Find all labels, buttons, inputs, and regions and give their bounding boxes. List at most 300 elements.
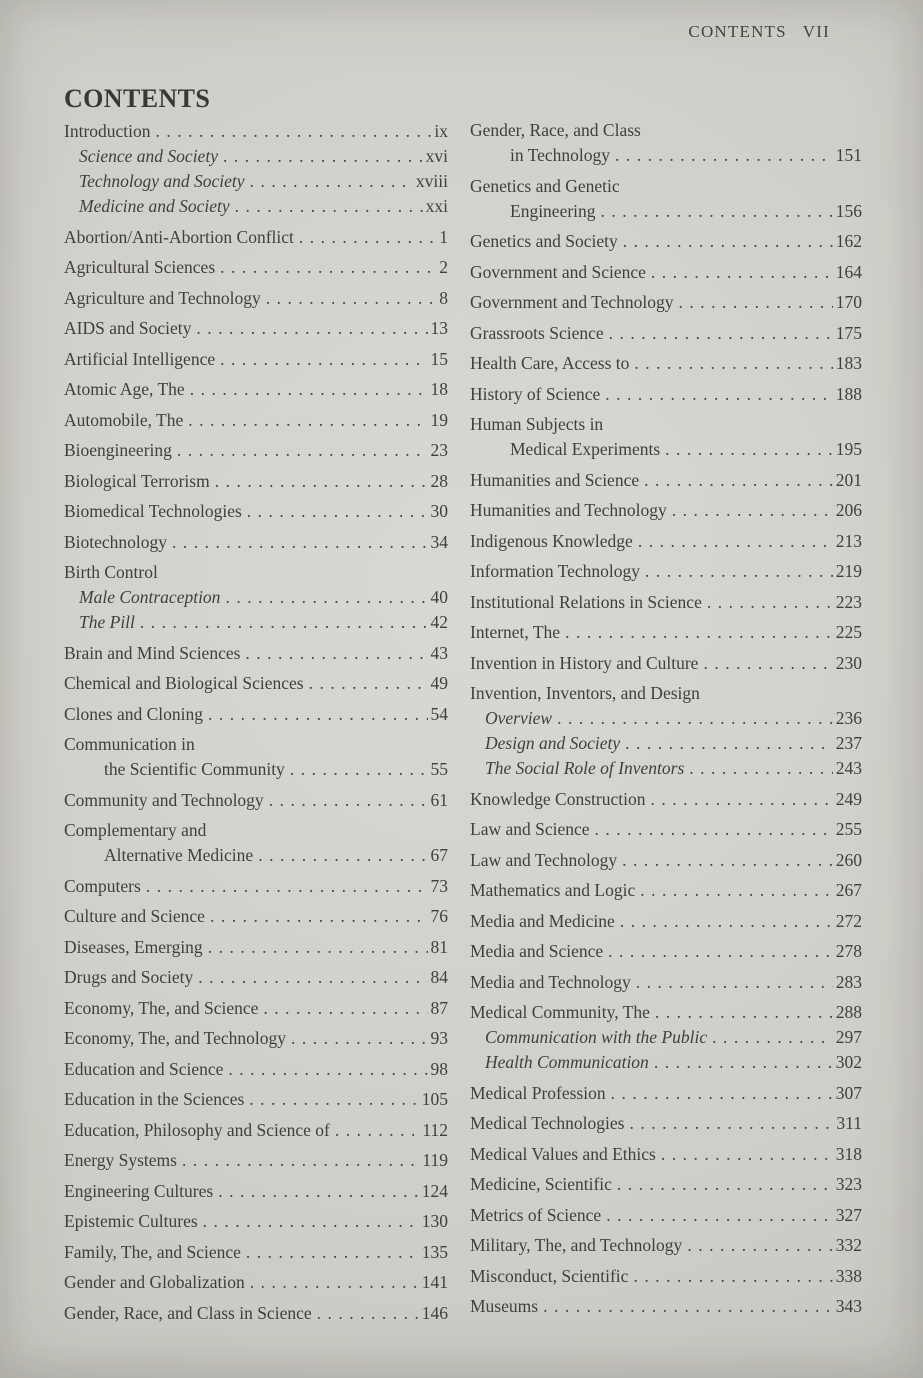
toc-entry-page: 19 xyxy=(430,409,448,430)
toc-entry xyxy=(64,642,448,664)
toc-entry xyxy=(470,438,862,460)
toc-entry-title: Health Care, Access to xyxy=(470,353,630,373)
toc-entry-title: Engineering Cultures xyxy=(64,1180,214,1201)
dot-leader xyxy=(215,470,428,492)
toc-entry-page: 323 xyxy=(835,1174,862,1194)
toc-entry-page: 2 xyxy=(439,257,448,277)
running-header-page-number: VII xyxy=(802,22,830,41)
toc-entry-title: Education and Science xyxy=(64,1058,224,1079)
toc-entry xyxy=(470,732,862,754)
toc-entry-page: 151 xyxy=(835,145,862,165)
dot-leader xyxy=(140,611,428,633)
toc-entry-title: Genetics and Society xyxy=(470,231,618,251)
toc-entry xyxy=(64,170,448,192)
toc-entry xyxy=(64,317,448,339)
toc-entry xyxy=(64,936,448,958)
toc-entry-title: Medicine and Society xyxy=(79,196,230,216)
dot-leader xyxy=(617,1173,833,1195)
dot-leader xyxy=(622,849,833,871)
toc-entry-page: 206 xyxy=(835,500,862,520)
toc-entry-page: 54 xyxy=(430,703,448,724)
dot-leader xyxy=(146,875,428,897)
dot-leader xyxy=(317,1302,419,1324)
toc-entry xyxy=(470,818,862,840)
toc-entry-page: 343 xyxy=(835,1296,862,1316)
dot-leader xyxy=(246,1241,419,1263)
toc-entry-page: 146 xyxy=(421,1302,448,1323)
toc-entry-title: Humanities and Technology xyxy=(470,500,667,520)
toc-entry-page: 55 xyxy=(430,759,448,779)
toc-entry-title: Gender, Race, and Class xyxy=(470,120,641,140)
toc-entry xyxy=(470,144,862,166)
toc-entry-title: AIDS and Society xyxy=(64,318,192,338)
toc-entry-title: Complementary and xyxy=(64,820,207,840)
dot-leader xyxy=(609,322,833,344)
toc-entry-page: 278 xyxy=(835,941,862,961)
toc-entry-title: Gender, Race, and Class in Science xyxy=(64,1302,312,1323)
dot-leader xyxy=(182,1149,419,1171)
toc-entry-title: Introduction xyxy=(64,121,151,141)
toc-entry xyxy=(470,940,862,962)
toc-entry xyxy=(64,1027,448,1049)
toc-entry-page: 327 xyxy=(835,1204,862,1225)
dot-leader xyxy=(188,409,427,431)
toc-entry-page: 40 xyxy=(430,587,448,607)
toc-entry-page: 243 xyxy=(835,758,862,778)
toc-entry xyxy=(470,413,862,435)
toc-entry-page: 170 xyxy=(835,292,862,312)
running-header xyxy=(688,22,830,42)
contents-heading: CONTENTS xyxy=(64,84,211,113)
toc-entry-page: 230 xyxy=(835,652,862,673)
dot-leader xyxy=(263,997,427,1019)
dot-leader xyxy=(679,291,833,313)
toc-entry-title: The Social Role of Inventors xyxy=(485,758,685,778)
dot-leader xyxy=(625,732,833,754)
dot-leader xyxy=(269,789,428,811)
toc-entry-title: Drugs and Society xyxy=(64,967,194,987)
dot-leader xyxy=(208,703,427,725)
dot-leader xyxy=(644,469,833,491)
toc-entry-page: 219 xyxy=(835,561,862,581)
toc-entry xyxy=(64,256,448,278)
toc-entry-title: Agriculture and Technology xyxy=(64,287,261,308)
toc-entry-title: the Scientific Community xyxy=(104,759,285,779)
dot-leader xyxy=(210,905,428,927)
toc-entry-title: Medical Technologies xyxy=(470,1113,625,1133)
dot-leader xyxy=(661,1143,833,1165)
toc-entry xyxy=(470,175,862,197)
toc-entry-page: 13 xyxy=(430,318,448,338)
toc-entry xyxy=(64,561,448,583)
toc-entry xyxy=(470,1265,862,1287)
toc-entry-title: Government and Science xyxy=(470,261,646,282)
dot-leader xyxy=(565,621,833,643)
toc-entry-page: 307 xyxy=(835,1082,862,1103)
dot-leader xyxy=(605,383,833,405)
toc-entry-page: 338 xyxy=(835,1265,862,1286)
toc-entry xyxy=(64,378,448,400)
toc-entry xyxy=(470,1143,862,1165)
toc-entry-title: Communication in xyxy=(64,734,195,754)
toc-entry-page: 76 xyxy=(430,906,448,926)
toc-entry-page: 30 xyxy=(430,501,448,521)
toc-entry-page: 112 xyxy=(422,1119,448,1140)
toc-entry xyxy=(64,145,448,167)
toc-entry-title: Science and Society xyxy=(79,146,218,166)
toc-entry-page: 130 xyxy=(421,1211,448,1231)
toc-entry xyxy=(470,1234,862,1256)
toc-entry-title: Grassroots Science xyxy=(470,322,604,343)
dot-leader xyxy=(645,560,833,582)
dot-leader xyxy=(557,707,833,729)
toc-entry-title: Health Communication xyxy=(485,1052,649,1072)
dot-leader xyxy=(543,1295,833,1317)
toc-entry-title: Misconduct, Scientific xyxy=(470,1265,629,1286)
dot-leader xyxy=(258,844,427,866)
toc-entry-title: Invention in History and Culture xyxy=(470,652,699,673)
toc-entry-title: Community and Technology xyxy=(64,789,264,810)
toc-entry-page: 175 xyxy=(835,322,862,343)
toc-entry xyxy=(64,1058,448,1080)
toc-entry-page: 42 xyxy=(430,612,448,632)
toc-entry-title: Alternative Medicine xyxy=(104,845,254,865)
dot-leader xyxy=(172,531,427,553)
toc-entry-title: Artificial Intelligence xyxy=(64,348,216,369)
toc-entry-title: Abortion/Anti-Abortion Conflict xyxy=(64,226,294,247)
toc-entry-page: xviii xyxy=(415,171,448,191)
toc-entry xyxy=(470,261,862,283)
dot-leader xyxy=(291,1027,427,1049)
toc-entry-title: Internet, The xyxy=(470,622,561,642)
toc-entry-page: 225 xyxy=(835,622,862,642)
toc-entry-title: Military, The, and Technology xyxy=(470,1235,683,1255)
toc-entry-title: Computers xyxy=(64,875,141,896)
toc-entry-page: 28 xyxy=(430,470,448,491)
toc-entry xyxy=(64,966,448,988)
toc-entry-title: Economy, The, and Technology xyxy=(64,1028,287,1048)
toc-entry xyxy=(64,1119,448,1141)
toc-entry xyxy=(64,120,448,142)
dot-leader xyxy=(650,788,832,810)
toc-entry-page: 49 xyxy=(430,673,448,693)
toc-entry-title: Epistemic Cultures xyxy=(64,1211,198,1231)
toc-entry xyxy=(470,621,862,643)
toc-entry xyxy=(470,879,862,901)
toc-entry-page: xvi xyxy=(425,146,448,166)
toc-entry-page: 135 xyxy=(421,1241,448,1262)
toc-entry xyxy=(470,230,862,252)
toc-entry-title: Institutional Relations in Science xyxy=(470,591,702,612)
dot-leader xyxy=(689,757,832,779)
toc-entry-title: Automobile, The xyxy=(64,409,184,430)
toc-entry xyxy=(64,195,448,217)
dot-leader xyxy=(595,818,833,840)
toc-entry-page: 188 xyxy=(835,383,862,404)
toc-entry-title: Government and Technology xyxy=(470,292,674,312)
toc-entry xyxy=(470,652,862,674)
toc-entry-page: 98 xyxy=(430,1058,448,1079)
toc-entry xyxy=(470,707,862,729)
toc-entry-page: 162 xyxy=(835,231,862,251)
toc-entry-title: Medical Experiments xyxy=(510,439,661,459)
dot-leader xyxy=(611,1082,833,1104)
dot-leader xyxy=(309,672,428,694)
toc-entry xyxy=(470,1026,862,1048)
toc-entry-title: Engineering xyxy=(510,200,596,221)
toc-entry-page: 260 xyxy=(835,849,862,870)
toc-entry-page: 23 xyxy=(430,440,448,460)
toc-entry-page: 255 xyxy=(835,819,862,839)
dot-leader xyxy=(672,499,833,521)
toc-entry xyxy=(470,971,862,993)
toc-entry xyxy=(64,1241,448,1263)
toc-entry-title: Metrics of Science xyxy=(470,1204,602,1225)
toc-entry-title: Medical Community, The xyxy=(470,1002,650,1022)
toc-entry xyxy=(470,1082,862,1104)
toc-entry-title: Gender and Globalization xyxy=(64,1272,245,1292)
toc-entry xyxy=(64,789,448,811)
dot-leader xyxy=(335,1119,420,1141)
toc-entry xyxy=(64,470,448,492)
toc-entry xyxy=(64,226,448,248)
toc-entry-page: 272 xyxy=(835,910,862,931)
dot-leader xyxy=(654,1051,833,1073)
toc-entry xyxy=(470,1204,862,1226)
dot-leader xyxy=(177,439,428,461)
toc-entry xyxy=(470,119,862,141)
toc-entry-title: Biotechnology xyxy=(64,531,168,552)
toc-entry xyxy=(470,1173,862,1195)
toc-entry-title: Museums xyxy=(470,1296,539,1316)
toc-entry xyxy=(64,1302,448,1324)
dot-leader xyxy=(208,936,428,958)
toc-entry-title: Diseases, Emerging xyxy=(64,936,203,957)
toc-entry-title: Human Subjects in xyxy=(470,414,604,434)
toc-entry-page: 61 xyxy=(430,789,448,810)
dot-leader xyxy=(703,652,832,674)
toc-entry xyxy=(64,844,448,866)
toc-entry-title: Bioengineering xyxy=(64,440,172,460)
toc-entry xyxy=(64,1271,448,1293)
toc-entry xyxy=(470,849,862,871)
dot-leader xyxy=(712,1026,833,1048)
dot-leader xyxy=(223,145,423,167)
dot-leader xyxy=(638,530,833,552)
toc-entry-title: History of Science xyxy=(470,383,601,404)
toc-entry xyxy=(470,910,862,932)
dot-leader xyxy=(608,940,833,962)
toc-entry-page: 34 xyxy=(430,531,448,552)
dot-leader xyxy=(665,438,833,460)
dot-leader xyxy=(634,352,832,374)
toc-entry xyxy=(470,499,862,521)
dot-leader xyxy=(623,230,833,252)
toc-entry-page: 236 xyxy=(835,708,862,728)
toc-entry-page: 201 xyxy=(835,469,862,490)
toc-entry-page: 311 xyxy=(836,1113,862,1133)
toc-entry-page: 318 xyxy=(835,1143,862,1164)
toc-entry-page: 15 xyxy=(430,348,448,369)
toc-entry-title: Invention, Inventors, and Design xyxy=(470,683,700,703)
toc-entry-page: 297 xyxy=(835,1027,862,1047)
toc-entry-title: Media and Technology xyxy=(470,971,631,992)
toc-entry-page: 332 xyxy=(835,1235,862,1255)
toc-entry-title: Brain and Mind Sciences xyxy=(64,642,241,663)
dot-leader xyxy=(196,317,427,339)
toc-entry xyxy=(470,1112,862,1134)
toc-entry xyxy=(64,672,448,694)
toc-entry xyxy=(470,788,862,810)
toc-entry-page: 223 xyxy=(835,591,862,612)
toc-entry-title: Humanities and Science xyxy=(470,469,640,490)
toc-entry-title: Indigenous Knowledge xyxy=(470,530,633,551)
toc-entry-page: 8 xyxy=(439,287,448,308)
dot-leader xyxy=(190,378,428,400)
dot-leader xyxy=(156,120,432,142)
toc-entry-page: 288 xyxy=(835,1002,862,1022)
toc-entry-title: Overview xyxy=(485,708,553,728)
toc-entry-title: Medicine, Scientific xyxy=(470,1174,612,1194)
toc-entry xyxy=(64,997,448,1019)
toc-entry xyxy=(64,905,448,927)
dot-leader xyxy=(636,971,833,993)
toc-entry xyxy=(64,531,448,553)
toc-entry xyxy=(470,200,862,222)
toc-entry xyxy=(470,682,862,704)
dot-leader xyxy=(606,1204,833,1226)
toc-entry-page: 213 xyxy=(835,530,862,551)
toc-entry xyxy=(64,733,448,755)
dot-leader xyxy=(629,1112,833,1134)
dot-leader xyxy=(615,144,833,166)
toc-entry-title: Biological Terrorism xyxy=(64,470,210,491)
toc-entry-title: Law and Technology xyxy=(470,849,618,870)
toc-entry-title: Mathematics and Logic xyxy=(470,880,636,900)
toc-entry-title: Information Technology xyxy=(470,561,641,581)
toc-entry xyxy=(64,875,448,897)
toc-entry-page: 105 xyxy=(421,1089,448,1109)
toc-entry xyxy=(64,758,448,780)
toc-entry-title: Family, The, and Science xyxy=(64,1241,241,1262)
toc-entry xyxy=(470,352,862,374)
toc-entry-title: Economy, The, and Science xyxy=(64,997,259,1018)
toc-entry-page: 195 xyxy=(835,439,862,459)
toc-entry-title: Energy Systems xyxy=(64,1150,177,1170)
toc-entry xyxy=(470,1001,862,1023)
toc-entry-page: 67 xyxy=(430,845,448,865)
toc-entry xyxy=(64,500,448,522)
toc-entry-title: Atomic Age, The xyxy=(64,379,185,399)
dot-leader xyxy=(290,758,428,780)
dot-leader xyxy=(245,642,427,664)
toc-entry-title: Media and Science xyxy=(470,941,604,961)
toc-entry xyxy=(64,348,448,370)
toc-entry-page: 84 xyxy=(430,967,448,987)
toc-entry-page: 73 xyxy=(430,875,448,896)
toc-entry xyxy=(64,1149,448,1171)
toc-entry xyxy=(470,560,862,582)
toc-entry xyxy=(64,819,448,841)
toc-entry-title: Biomedical Technologies xyxy=(64,501,242,521)
dot-leader xyxy=(220,348,427,370)
toc-entry-page: 183 xyxy=(835,353,862,373)
dot-leader xyxy=(249,1088,418,1110)
toc-entry xyxy=(64,611,448,633)
toc-entry-title: Technology and Society xyxy=(79,171,245,191)
toc-column-left xyxy=(64,120,448,1324)
toc-entry-page: 164 xyxy=(835,261,862,282)
toc-entry-title: Male Contraception xyxy=(79,587,221,607)
toc-column-right xyxy=(470,119,862,1317)
toc-entry-page: 237 xyxy=(835,733,862,753)
toc-entry-page: 119 xyxy=(422,1150,448,1170)
toc-entry-page: 302 xyxy=(835,1052,862,1072)
toc-entry-title: Chemical and Biological Sciences xyxy=(64,673,304,693)
toc-entry-title: Medical Values and Ethics xyxy=(470,1143,656,1164)
toc-entry-page: 93 xyxy=(430,1028,448,1048)
toc-entry-page: 124 xyxy=(421,1180,448,1201)
toc-entry xyxy=(470,383,862,405)
toc-entry-title: Communication with the Public xyxy=(485,1027,708,1047)
toc-entry xyxy=(470,322,862,344)
dot-leader xyxy=(266,287,437,309)
toc-entry-title: Clones and Cloning xyxy=(64,703,204,724)
toc-entry-title: Birth Control xyxy=(64,562,158,582)
toc-entry xyxy=(470,757,862,779)
toc-entry xyxy=(64,703,448,725)
dot-leader xyxy=(299,226,436,248)
toc-entry xyxy=(64,1180,448,1202)
toc-entry-title: Education in the Sciences xyxy=(64,1089,245,1109)
dot-leader xyxy=(218,1180,419,1202)
toc-entry-title: Agricultural Sciences xyxy=(64,257,216,277)
toc-entry-title: in Technology xyxy=(510,145,611,165)
toc-entry-page: ix xyxy=(434,121,448,141)
dot-leader xyxy=(687,1234,832,1256)
dot-leader xyxy=(620,910,833,932)
dot-leader xyxy=(707,591,833,613)
toc-entry xyxy=(470,591,862,613)
dot-leader xyxy=(250,170,413,192)
toc-entry-title: The Pill xyxy=(79,612,135,632)
toc-entry xyxy=(64,409,448,431)
dot-leader xyxy=(601,200,833,222)
toc-entry xyxy=(64,1088,448,1110)
toc-entry-page: 18 xyxy=(430,379,448,399)
toc-entry-page: 267 xyxy=(835,880,862,900)
toc-entry-title: Education, Philosophy and Science of xyxy=(64,1119,330,1140)
dot-leader xyxy=(225,586,427,608)
toc-entry xyxy=(64,439,448,461)
toc-entry xyxy=(470,291,862,313)
toc-entry-page: 249 xyxy=(835,788,862,809)
dot-leader xyxy=(228,1058,427,1080)
toc-entry-page: 1 xyxy=(439,226,448,247)
toc-entry-title: Design and Society xyxy=(485,733,621,753)
toc-entry xyxy=(470,469,862,491)
dot-leader xyxy=(633,1265,832,1287)
toc-entry xyxy=(470,530,862,552)
dot-leader xyxy=(203,1210,419,1232)
toc-entry-page: xxi xyxy=(425,196,448,216)
toc-entry-page: 156 xyxy=(835,200,862,221)
toc-entry-title: Genetics and Genetic xyxy=(470,175,620,196)
dot-leader xyxy=(655,1001,833,1023)
toc-entry-page: 141 xyxy=(421,1272,448,1292)
toc-entry-page: 87 xyxy=(430,997,448,1018)
dot-leader xyxy=(220,256,436,278)
